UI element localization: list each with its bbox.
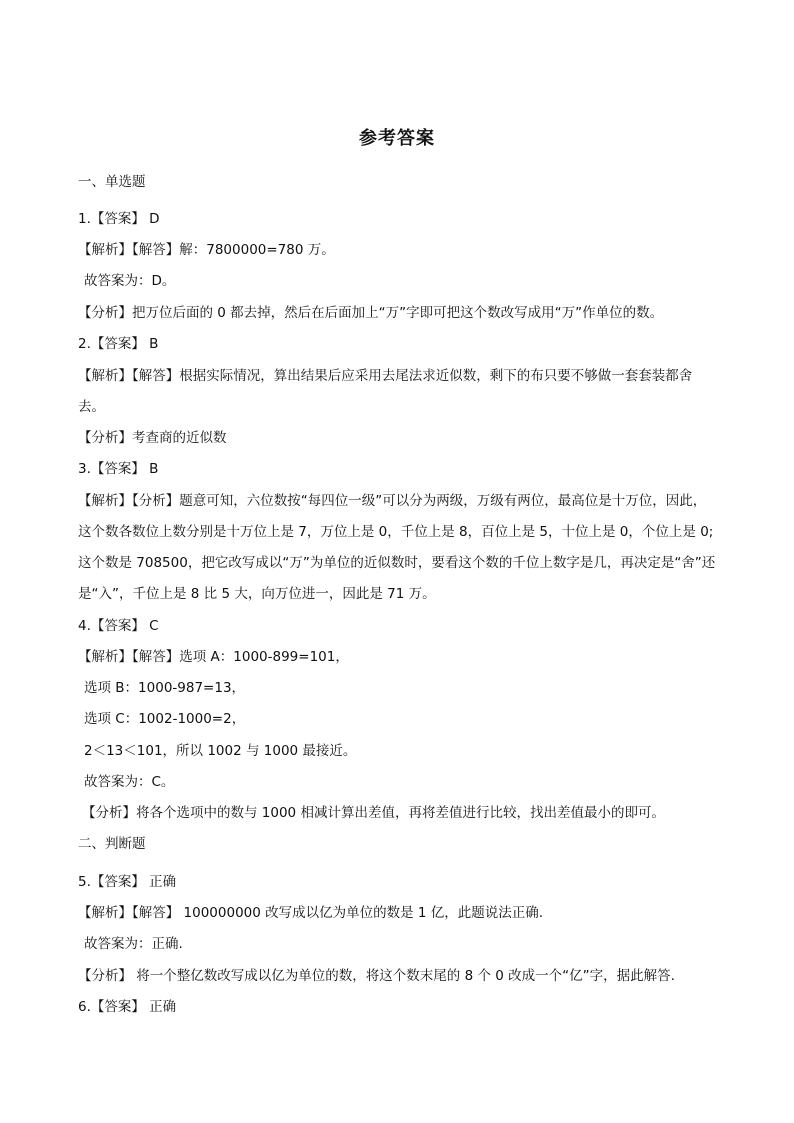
q5-answer: 5.【答案】 正确 (78, 874, 177, 890)
q4-answer: 4.【答案】 C (78, 618, 159, 634)
q4-comparison: 2＜13＜101，所以 1002 与 1000 最接近。 (84, 743, 357, 759)
section-heading-true-false: 二、判断题 (78, 836, 146, 852)
q1-analysis: 【分析】把万位后面的 0 都去掉，然后在后面加上“万”字即可把这个数改写成用“万”作单位的数。 (78, 305, 664, 321)
page-title: 参考答案 (359, 128, 435, 149)
q4-conclusion: 故答案为：C。 (84, 774, 175, 790)
q4-analysis: 【分析】将各个选项中的数与 1000 相减计算出差值，再将差值进行比较，找出差值最小的即可。 (82, 805, 665, 821)
q2-explanation: 【解析】【解答】根据实际情况，算出结果后应采用去尾法求近似数，剩下的布只要不够做一套套装都舍 (78, 368, 693, 384)
q1-explanation: 【解析】【解答】解：7800000=780 万。 (78, 242, 335, 258)
q3-answer: 3.【答案】 B (78, 461, 159, 477)
q2-explanation-cont: 去。 (78, 399, 105, 415)
q1-conclusion: 故答案为：D。 (84, 273, 176, 289)
q5-explanation: 【解析】【解答】 100000000 改写成以亿为单位的数是 1 亿，此题说法正确. (78, 905, 544, 921)
q3-explanation-cont-1: 这个数各数位上数分别是十万位上是 7，万位上是 0，千位上是 8，百位上是 5，十位上是 0，个位上是 0; (78, 524, 714, 540)
q2-analysis: 【分析】考查商的近似数 (78, 430, 227, 446)
section-heading-single-choice: 一、单选题 (78, 174, 146, 190)
q4-option-b: 选项 B：1000-987=13， (84, 680, 246, 696)
q4-explanation: 【解析】【解答】选项 A：1000-899=101， (78, 649, 349, 665)
q1-answer: 1.【答案】 D (78, 211, 160, 227)
q2-answer: 2.【答案】 B (78, 336, 159, 352)
q5-conclusion: 故答案为：正确. (84, 936, 183, 952)
q5-analysis: 【分析】 将一个整亿数改写成以亿为单位的数，将这个数末尾的 8 个 0 改成一个“亿”字，据此解答. (78, 968, 675, 984)
q3-explanation-cont-2: 这个数是 708500，把它改写成以“万”为单位的近似数时，要看这个数的千位上数字是几，再决定是“舍”还 (78, 555, 716, 571)
q6-answer: 6.【答案】 正确 (78, 999, 177, 1015)
q3-explanation-cont-3: 是“入”，千位上是 8 比 5 大，向万位进一，因此是 71 万。 (78, 586, 436, 602)
q4-option-c: 选项 C：1002-1000=2， (84, 711, 246, 727)
q3-explanation: 【解析】【分析】题意可知，六位数按“每四位一级”可以分为两级，万级有两位，最高位是十万位，因此， (78, 493, 707, 509)
